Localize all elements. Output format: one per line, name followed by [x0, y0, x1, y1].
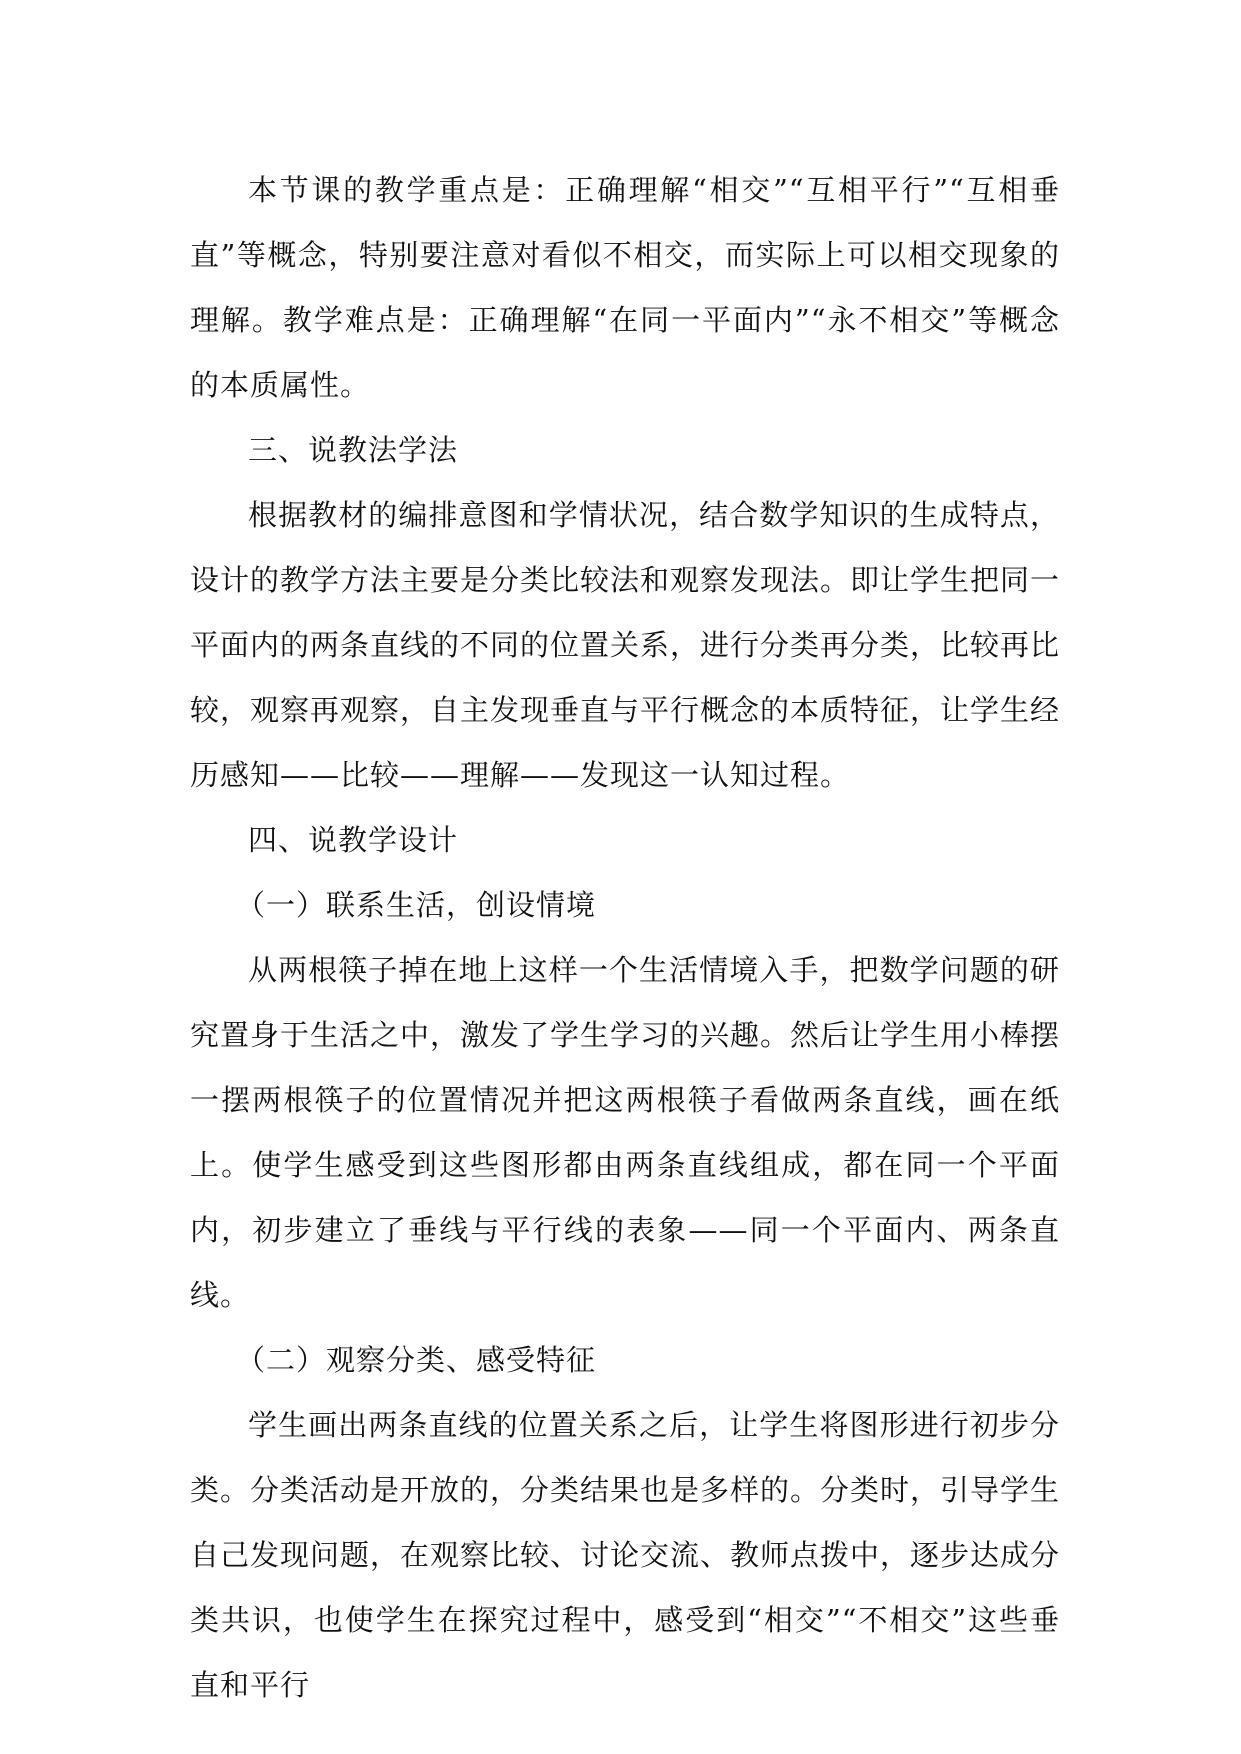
paragraph-methods: 根据教材的编排意图和学情状况，结合数学知识的生成特点，设计的教学方法主要是分类比较法和观察发现法。即让学生把同一平面内的两条直线的不同的位置关系，进行分类再分类，比较再比较，观察再观察，自主发现垂直与平行概念的本质特征，让学生经历感知——比较——理解——发现这一认知过程。	[190, 498, 1061, 792]
section-heading-methods: 三、说教法学法	[248, 433, 459, 467]
section-heading-design: 四、说教学设计	[248, 823, 459, 857]
subheading-life-context: （一）联系生活，创设情境	[236, 888, 597, 922]
document-body	[190, 158, 1060, 1718]
paragraph-teaching-focus: 本节课的教学重点是：正确理解“相交”“互相平行”“互相垂直”等概念，特别要注意对看似不相交，而实际上可以相交现象的理解。教学难点是：正确理解“在同一平面内”“永不相交”等概念的本质属性。	[190, 173, 1060, 402]
subheading-observe-classify: （二）观察分类、感受特征	[236, 1343, 597, 1377]
paragraph-observe-classify: 学生画出两条直线的位置关系之后，让学生将图形进行初步分类。分类活动是开放的，分类结果也是多样的。分类时，引导学生自己发现问题，在观察比较、讨论交流、教师点拨中，逐步达成分类共识，也使学生在探究过程中，感受到“相交”“不相交”这些垂直和平行	[190, 1408, 1061, 1702]
paragraph-life-context: 从两根筷子掉在地上这样一个生活情境入手，把数学问题的研究置身于生活之中，激发了学生学习的兴趣。然后让学生用小棒摆一摆两根筷子的位置情况并把这两根筷子看做两条直线，画在纸上。使学生感受到这些图形都由两条直线组成，都在同一个平面内，初步建立了垂线与平行线的表象——同一个平面内、两条直线。	[190, 953, 1061, 1312]
